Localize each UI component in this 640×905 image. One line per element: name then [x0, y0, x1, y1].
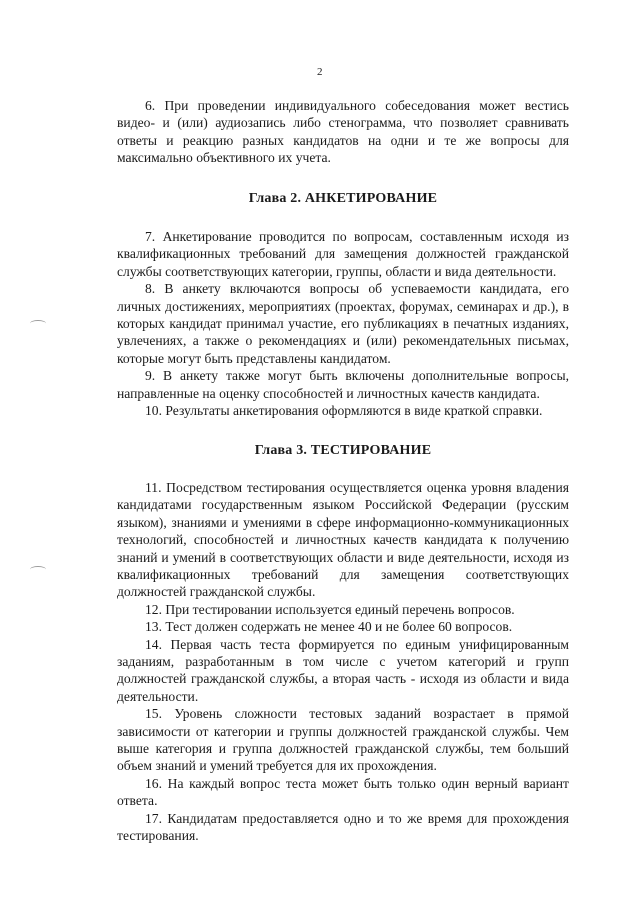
paragraph-6: 6. При проведении индивидуального собеседования может вестись видео- и (или) аудиозапись либо стенограмма, что позволяет сравнивать ответы и реакцию разных кандидатов на одни и те же вопросы для максимально объективного их учета.: [117, 98, 569, 166]
scan-margin-mark: [30, 320, 46, 327]
paragraph-14: 14. Первая часть теста формируется по единым унифицированным заданиям, разработанным в том числе с учетом категорий и групп должностей гражданской службы, а вторая часть - исходя из области и вида деятельности.: [117, 636, 569, 704]
document-body: [117, 97, 569, 844]
paragraph-13: 13. Тест должен содержать не менее 40 и не более 60 вопросов.: [145, 619, 513, 635]
paragraph-15: 15. Уровень сложности тестовых заданий возрастает в прямой зависимости от категории и группы должностей гражданской службы. Чем выше категория и группа должностей гражданской службы, тем больший объем знаний и умений требуется для их прохождения.: [117, 706, 569, 774]
paragraph-7: 7. Анкетирование проводится по вопросам, составленным исходя из квалификационных требований для замещения должностей гражданской службы соответствующих категории, группы, области и вида деятельности.: [117, 229, 569, 279]
paragraph-8: 8. В анкету включаются вопросы об успеваемости кандидата, его личных достижениях, мероприятиях (проектах, форумах, семинарах и др.), в которых кандидат принимал участие, его публикациях в печатных изданиях, увлечениях, а также о рекомендациях и (или) рекомендательных письмах, которые могут быть представлены кандидатом.: [117, 281, 569, 366]
paragraph-12: 12. При тестировании используется единый перечень вопросов.: [145, 601, 515, 617]
paragraph-11: 11. Посредством тестирования осуществляется оценка уровня владения кандидатами государственным языком Российской Федерации (русским языком), знаниями и умениями в сфере информационно-коммуникационных технологий, способностей и личностных качеств кандидата к получению знаний и умений в соответствующих области и виде деятельности, исходя из квалификационных требований для замещения соответствующих должностей гражданской службы.: [117, 479, 569, 600]
page-number: 2: [317, 66, 323, 78]
paragraph-16: 16. На каждый вопрос теста может быть только один верный вариант ответа.: [117, 775, 569, 809]
chapter-3-heading: Глава 3. ТЕСТИРОВАНИЕ: [254, 442, 432, 458]
paragraph-17: 17. Кандидатам предоставляется одно и то же время для прохождения тестирования.: [117, 810, 569, 844]
paragraph-9: 9. В анкету также могут быть включены дополнительные вопросы, направленные на оценку способностей и личностных качеств кандидата.: [117, 368, 569, 401]
scan-margin-mark: [30, 566, 46, 573]
chapter-2-heading: Глава 2. АНКЕТИРОВАНИЕ: [248, 190, 438, 206]
paragraph-10: 10. Результаты анкетирования оформляются в виде краткой справки.: [145, 403, 543, 419]
